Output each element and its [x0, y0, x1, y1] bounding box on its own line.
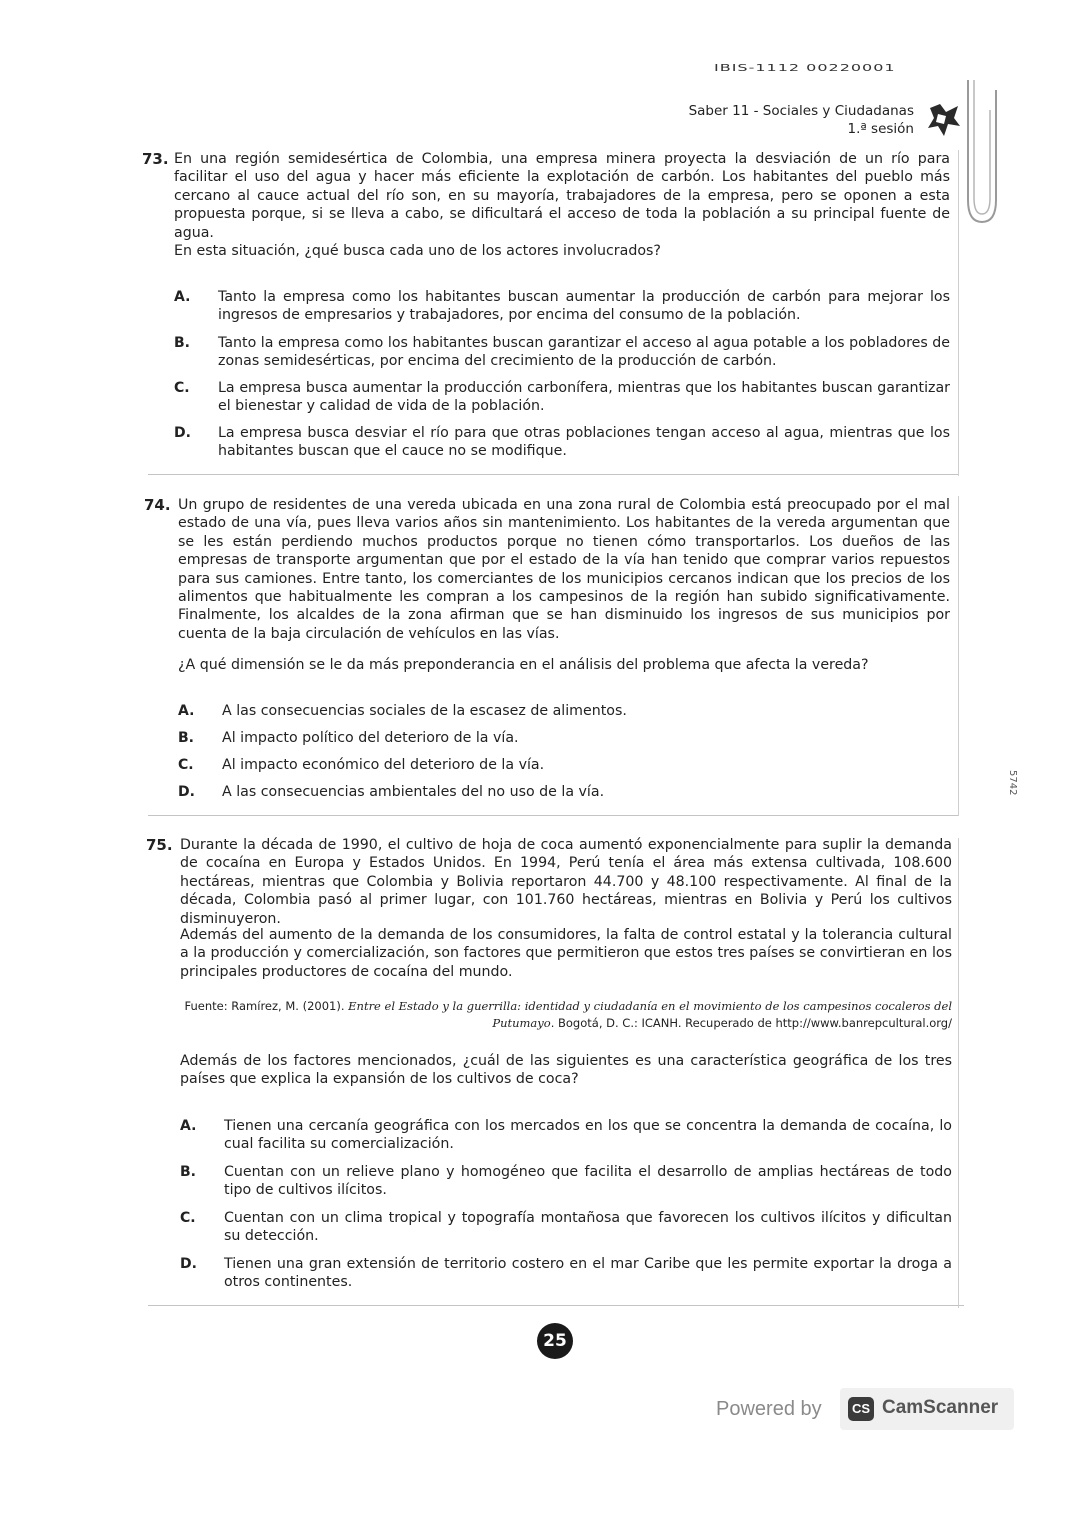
option-text: Tanto la empresa como los habitantes buscan aumentar la producción de carbón para mejorar los ingresos de empresarios y trabajadores, por encima del consumo de la población.	[218, 289, 950, 324]
question-number: 74.	[144, 496, 171, 514]
option-letter: B.	[178, 730, 194, 746]
source-author: Fuente: Ramírez, M. (2001).	[184, 999, 349, 1013]
option-letter: C.	[180, 1210, 196, 1226]
camscanner-badge[interactable]	[840, 1388, 1014, 1430]
question-number: 75.	[146, 836, 173, 854]
question-75-context	[146, 836, 952, 928]
option-text: La empresa busca desviar el río para que otras poblaciones tengan acceso al agua, mientras que los habitantes buscan que el cauce no se modifique.	[218, 425, 950, 460]
paperclip-icon	[962, 80, 1000, 230]
question-73-context	[142, 150, 950, 242]
question-75-context-2	[180, 926, 952, 981]
option-letter: D.	[180, 1256, 197, 1272]
option-text: La empresa busca aumentar la producción carbonífera, mientras que los habitantes buscan garantizar el bienestar y calidad de vida de la población.	[218, 380, 950, 415]
right-margin-line	[958, 496, 959, 816]
option-letter: B.	[180, 1164, 196, 1180]
subject-title: Saber 11 - Sociales y Ciudadanas	[688, 103, 914, 119]
side-margin-mark: 5742	[1007, 770, 1018, 796]
option-letter: C.	[174, 380, 190, 396]
page-header	[689, 102, 914, 138]
question-prompt: En esta situación, ¿qué busca cada uno de los actores involucrados?	[174, 243, 661, 259]
option-text: A las consecuencias sociales de la escasez de alimentos.	[222, 703, 627, 719]
option-letter: A.	[180, 1118, 197, 1134]
option-letter: B.	[174, 335, 190, 351]
icfes-logo-icon	[926, 102, 962, 138]
option-letter: A.	[178, 703, 195, 719]
question-divider	[148, 474, 958, 475]
question-prompt: ¿A qué dimensión se le da más preponderancia en el análisis del problema que afecta la vereda?	[178, 657, 869, 673]
question-74-prompt	[178, 656, 950, 674]
question-context: Un grupo de residentes de una vereda ubicada en una zona rural de Colombia está preocupado por el mal estado de una vía, pues lleva varios años sin mantenimiento. Los habitantes de la vereda argumentan que se les están perdiendo muchos productos porque no tienen cómo transportarlos. Los dueños de las empresas de transporte argumentan que por el estado de la vía han tenido que comprar varios repuestos para sus camiones. Entre tanto, los comerciantes de los municipios cercanos indican que los precios de los alimentos que habitualmente les compran a los campesinos de la región han subido significativamente. Finalmente, los alcaldes de la zona afirman que se han disminuido los ingresos de sus municipios por cuenta de la baja circulación de vehículos en las vías.	[178, 497, 950, 642]
option-text: A las consecuencias ambientales del no uso de la vía.	[222, 784, 605, 800]
option-letter: D.	[178, 784, 195, 800]
question-divider	[148, 1305, 964, 1306]
camscanner-logo-icon: CS	[848, 1397, 874, 1421]
option-text: Cuentan con un relieve plano y homogéneo que facilita el desarrollo de amplias hectáreas de todo tipo de cultivos ilícitos.	[224, 1164, 952, 1199]
barcode-text: IBIS-1112 00220001	[714, 62, 896, 74]
option-text: Tienen una gran extensión de territorio costero en el mar Caribe que les permite exportar la droga a otros continentes.	[224, 1256, 952, 1291]
option-letter: C.	[178, 757, 194, 773]
question-divider	[148, 815, 958, 816]
option-text: Al impacto político del deterioro de la vía.	[222, 730, 519, 746]
powered-by-text: Powered by	[716, 1398, 822, 1420]
source-publisher: . Bogotá, D. C.: ICANH. Recuperado de http://www.banrepcultural.org/	[550, 1016, 952, 1030]
question-74-context	[144, 496, 950, 643]
session-label: 1.ª sesión	[847, 121, 914, 137]
option-text: Al impacto económico del deterioro de la vía.	[222, 757, 545, 773]
page-number: 25	[537, 1323, 573, 1359]
question-context: Durante la década de 1990, el cultivo de hoja de coca aumentó exponencialmente para suplir la demanda de cocaína en Europa y Estados Unidos. En 1994, Perú tenía el área más extensa cultivada, 108.600 hectáreas, mientras que Colombia y Bolivia reportaron 44.700 y 48.100 respectivamente. Al final de la década, Colombia pasó al primer lugar, con 101.760 hectáreas, mientras en Bolivia y Perú los cultivos disminuyeron.	[180, 837, 952, 927]
question-number: 73.	[142, 150, 169, 168]
source-citation	[178, 998, 952, 1032]
option-letter: A.	[174, 289, 191, 305]
right-margin-line	[958, 838, 959, 1308]
option-text: Tienen una cercanía geográfica con los mercados en los que se concentra la demanda de cocaína, lo cual facilita su comercialización.	[224, 1118, 952, 1153]
question-75-prompt	[180, 1052, 952, 1089]
question-context: En una región semidesértica de Colombia, una empresa minera proyecta la desviación de un río para facilitar el uso del agua y hacer más eficiente la explotación de carbón. Los habitantes del pueblo más cercano al cauce actual del río son, en su mayoría, trabajadores de la empresa, pero se oponen a esta propuesta porque, si se lleva a cabo, se dificultará el acceso de toda la población a su principal fuente de agua.	[174, 151, 950, 241]
option-letter: D.	[174, 425, 191, 441]
question-context: Además del aumento de la demanda de los consumidores, la falta de control estatal y la tolerancia cultural a la producción y comercialización, son factores que permitieron que estos tres países se convirtieran en los principales productores de cocaína del mundo.	[180, 927, 952, 980]
source-title: Entre el Estado y la guerrilla: identidad y ciudadanía en el movimiento de los campesinos cocaleros del Putumayo	[348, 999, 952, 1030]
option-text: Tanto la empresa como los habitantes buscan garantizar el acceso al agua potable a los pobladores de zonas semidesérticas, por encima del crecimiento de la producción de carbón.	[218, 335, 950, 370]
camscanner-brand: CamScanner	[882, 1397, 999, 1418]
question-73-prompt	[174, 242, 950, 260]
right-margin-line	[958, 150, 959, 476]
question-prompt: Además de los factores mencionados, ¿cuál de las siguientes es una característica geográfica de los tres países que explica la expansión de los cultivos de coca?	[180, 1053, 952, 1088]
option-text: Cuentan con un clima tropical y topografía montañosa que favorecen los cultivos ilícitos y dificultan su detección.	[224, 1210, 952, 1245]
